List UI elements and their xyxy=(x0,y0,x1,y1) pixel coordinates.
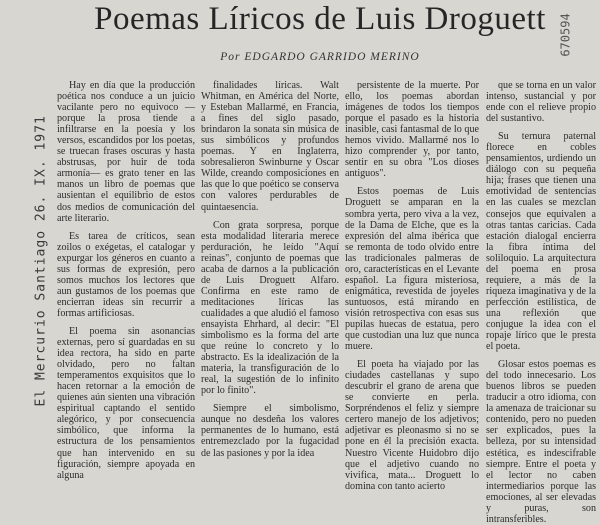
paragraph: El poema sin asonancias externas, pero sí guardadas en su idea rectora, ha sido en parte olvidado, pero no faltan temperamentos exquisitos que lo hacen retornar a la emoción de quienes aún sienten una vibración espiritual captando el sentido alegórico, y por consecuencia simbólico, que informa la estructura de los pensamientos que han intervenido en su figuración, siempre apoyada en alguna xyxy=(57,325,195,481)
paragraph: Siempre el simbolismo, aunque no desdeña los valores permanentes de lo humano, está entremezclado por la fugacidad de las pasiones y por la idea xyxy=(201,403,339,459)
article-column-2 xyxy=(201,80,339,464)
paragraph: Estos poemas de Luis Droguett se amparan en la sombra yerta, pero viva a la vez, de la Dama de Elche, que es la expresión del alma ibérica que se remonta de todo olvido entre las tradicionales palmeras de oro, características en el Levante español. La figura misteriosa, enigmática, revestida de joyeles suntuosos, está mirando en visión retrospectiva con esas sus pupilas huecas de estatua, pero que custodian una luz que nunca muere. xyxy=(345,186,479,353)
article-column-1 xyxy=(57,80,195,481)
paragraph: Es tarea de críticos, sean zoilos o exégetas, el catalogar y expurgar los géneros en cuanto a sus formas de expresión, pero somos muchos los lectores que aun gustamos de los poemas que encierran ideas sin recurrir a formas artificiosas. xyxy=(57,230,195,319)
paragraph: que se torna en un valor intenso, sustancial y por ende con el relieve propio del sustantivo. xyxy=(486,80,596,125)
paragraph: persistente de la muerte. Por ello, los poemas abordan imágenes de todos los tiempos porque el pasado es la historia inasible, casi fantasmal de lo que hemos vivido. Mallarmé nos lo hizo comprender y, por tanto, sentir en su obra "Los dioses antiguos". xyxy=(345,80,479,180)
margin-annotation: El Mercurio Santiago 26. IX. 1971 xyxy=(33,115,49,407)
paragraph: Hay en día que la producción poética nos conduce a un juicio vacilante pero no equivoco —porque la prosa tiende a infiltrarse en la poesía y los versos, escandidos por los poetas, se truecan frases oscuras y hasta abstrusas, por huir de toda armonía— es grato tener en las manos un libro de poemas que ausientan el equilibrio de estos dos medios de comunicación del arte literario. xyxy=(57,80,195,224)
paragraph: Glosar estos poemas es del todo innecesario. Los buenos libros se pueden traducir a otro idioma, con la amenaza de traicionar su contenido, pero no pueden ser explicados, pues la belleza, por su intensidad estética, es indescifrable siempre. Entre el poeta y el lector no caben intermediarios porque las emociones, al ser elevadas y puras, son intransferibles. xyxy=(486,359,596,525)
paragraph: Su ternura paternal florece en cobles pensamientos, urdiendo un diálogo con su pequeña hija; frases que tienen una emotividad de sentencias en las cuales se mezclan consejos que equivalen a otras tantas caricias. Cada estación dialogal encierra la fibra íntima del soliloquio. La arquitectura del poema en prosa requiere, a más de la riqueza imaginativa y de la perfección estilística, de una reflexión que conjugue la idea con el ropaje lírico que le presta el poeta. xyxy=(486,131,596,353)
article-title: Poemas Líricos de Luis Droguett xyxy=(94,1,546,37)
article-column-4 xyxy=(486,80,596,525)
paragraph: Con grata sorpresa, porque esta modalidad literaria merece perduración, he leído "Aquí reinas", conjunto de poemas que acaba de darnos a la publicación de Luis Droguett Alfaro. Confirma en este ramo de meditaciones líricas las cualidades a que aludió el famoso ensayista Ehrhard, al decir: "El simbolismo es la forma del arte que reúne lo concreto y lo abstracto. Es la idealización de la materia, la transfiguración de lo real, la sugestión de lo infinito por lo finito". xyxy=(201,219,339,397)
paragraph: finalidades líricas. Walt Whitman, en América del Norte, y Esteban Mallarmé, en Francia, a fines del siglo pasado, brindaron la sonata sin música de sus simbólicos y profundos poemas. Y en Inglaterra, sobresalieron Swinburne y Oscar Wilde, creando composiciones en las que lo que poético se conserva con valores perdurables de quintaesencia. xyxy=(201,80,339,213)
reference-number: 670594 xyxy=(558,13,573,57)
byline: Por EDGARDO GARRIDO MERINO xyxy=(220,51,420,63)
paragraph: El poeta ha viajado por las ciudades castellanas y supo descubrir el grano de arena que se convierte en perla. Sorpréndenos el feliz y siempre certero manejo de los adjetivos; adjetivar es pleonasmo si no se pone en él la precisión exacta. Nuestro Vicente Huidobro dijo que el adjetivo cuando no vivifica, mata... Droguett lo domina con tanto acierto xyxy=(345,359,479,492)
article-column-3 xyxy=(345,80,479,492)
